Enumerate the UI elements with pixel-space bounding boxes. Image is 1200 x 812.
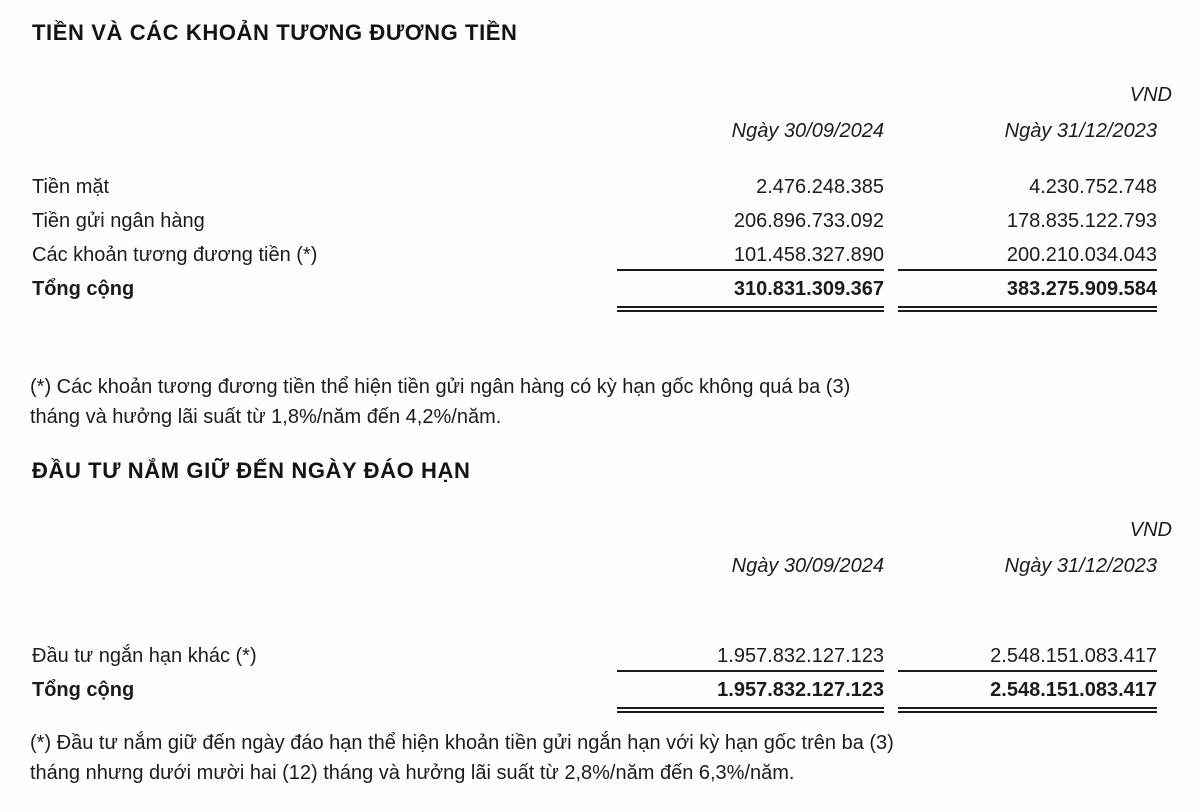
footnote-cash-line-2: tháng và hưởng lãi suất từ 1,8%/năm đến 4,2%/năm. bbox=[30, 406, 502, 428]
currency-label-cash: VND bbox=[1129, 84, 1172, 106]
cell-cash-on-hand-prior: 4.230.752.748 bbox=[1029, 176, 1157, 198]
column-header-cash-period-prior: Ngày 31/12/2023 bbox=[1004, 120, 1157, 142]
row-label-bank-deposits: Tiền gửi ngân hàng bbox=[32, 210, 205, 232]
table-cash-rows bbox=[0, 172, 1200, 308]
table-htm-rows bbox=[0, 641, 1200, 709]
cell-total-htm-prior: 2.548.151.083.417 bbox=[990, 679, 1157, 701]
total-rule-top-col2 bbox=[898, 269, 1157, 271]
cell-cash-equivalents-current: 101.458.327.890 bbox=[733, 244, 884, 266]
footnote-cash-line-1: (*) Các khoản tương đương tiền thể hiện tiền gửi ngân hàng có kỳ hạn gốc không quá ba (3) bbox=[30, 376, 851, 398]
total-rule-bottom-col1 bbox=[617, 707, 884, 713]
total-rule-bottom-col2 bbox=[898, 306, 1157, 312]
table-row-total bbox=[0, 675, 1200, 709]
cell-total-htm-current: 1.957.832.127.123 bbox=[717, 679, 884, 701]
total-rule-bottom-col1 bbox=[617, 306, 884, 312]
footnote-held-to-maturity bbox=[30, 728, 1170, 788]
currency-label-held-to-maturity: VND bbox=[1129, 519, 1172, 541]
total-rule-top-col1 bbox=[617, 670, 884, 672]
footnote-cash bbox=[30, 372, 1170, 432]
row-label-cash-on-hand: Tiền mặt bbox=[32, 176, 110, 198]
total-rule-top-col1 bbox=[617, 269, 884, 271]
cell-cash-on-hand-current: 2.476.248.385 bbox=[756, 176, 884, 198]
table-row bbox=[0, 206, 1200, 240]
total-rule-top-col2 bbox=[898, 670, 1157, 672]
cell-total-cash-current: 310.831.309.367 bbox=[733, 278, 884, 300]
section-heading-cash: TIỀN VÀ CÁC KHOẢN TƯƠNG ĐƯƠNG TIỀN bbox=[32, 20, 518, 45]
cell-cash-equivalents-prior: 200.210.034.043 bbox=[1006, 244, 1157, 266]
footnote-htm-line-2: tháng nhưng dưới mười hai (12) tháng và hưởng lãi suất từ 2,8%/năm đến 6,3%/năm. bbox=[30, 762, 795, 784]
table-row-total bbox=[0, 274, 1200, 308]
column-header-cash-period-current: Ngày 30/09/2024 bbox=[731, 120, 884, 142]
row-label-total-cash: Tổng cộng bbox=[32, 278, 135, 300]
cell-other-short-term-investments-prior: 2.548.151.083.417 bbox=[990, 645, 1157, 667]
cell-total-cash-prior: 383.275.909.584 bbox=[1006, 278, 1157, 300]
table-row bbox=[0, 172, 1200, 206]
column-header-row-cash bbox=[0, 120, 1200, 148]
column-header-htm-period-prior: Ngày 31/12/2023 bbox=[1004, 555, 1157, 577]
section-heading-held-to-maturity: ĐẦU TƯ NẮM GIỮ ĐẾN NGÀY ĐÁO HẠN bbox=[32, 458, 471, 483]
row-label-total-htm: Tổng cộng bbox=[32, 679, 135, 701]
cell-other-short-term-investments-current: 1.957.832.127.123 bbox=[717, 645, 884, 667]
cell-bank-deposits-current: 206.896.733.092 bbox=[733, 210, 884, 232]
row-label-other-short-term-investments: Đầu tư ngắn hạn khác (*) bbox=[32, 645, 257, 667]
row-label-cash-equivalents: Các khoản tương đương tiền (*) bbox=[32, 244, 318, 266]
cell-bank-deposits-prior: 178.835.122.793 bbox=[1006, 210, 1157, 232]
total-rule-bottom-col2 bbox=[898, 707, 1157, 713]
column-header-row-held-to-maturity bbox=[0, 555, 1200, 583]
footnote-htm-line-1: (*) Đầu tư nắm giữ đến ngày đáo hạn thể hiện khoản tiền gửi ngắn hạn với kỳ hạn gốc trên ba (3) bbox=[30, 732, 894, 754]
column-header-htm-period-current: Ngày 30/09/2024 bbox=[731, 555, 884, 577]
